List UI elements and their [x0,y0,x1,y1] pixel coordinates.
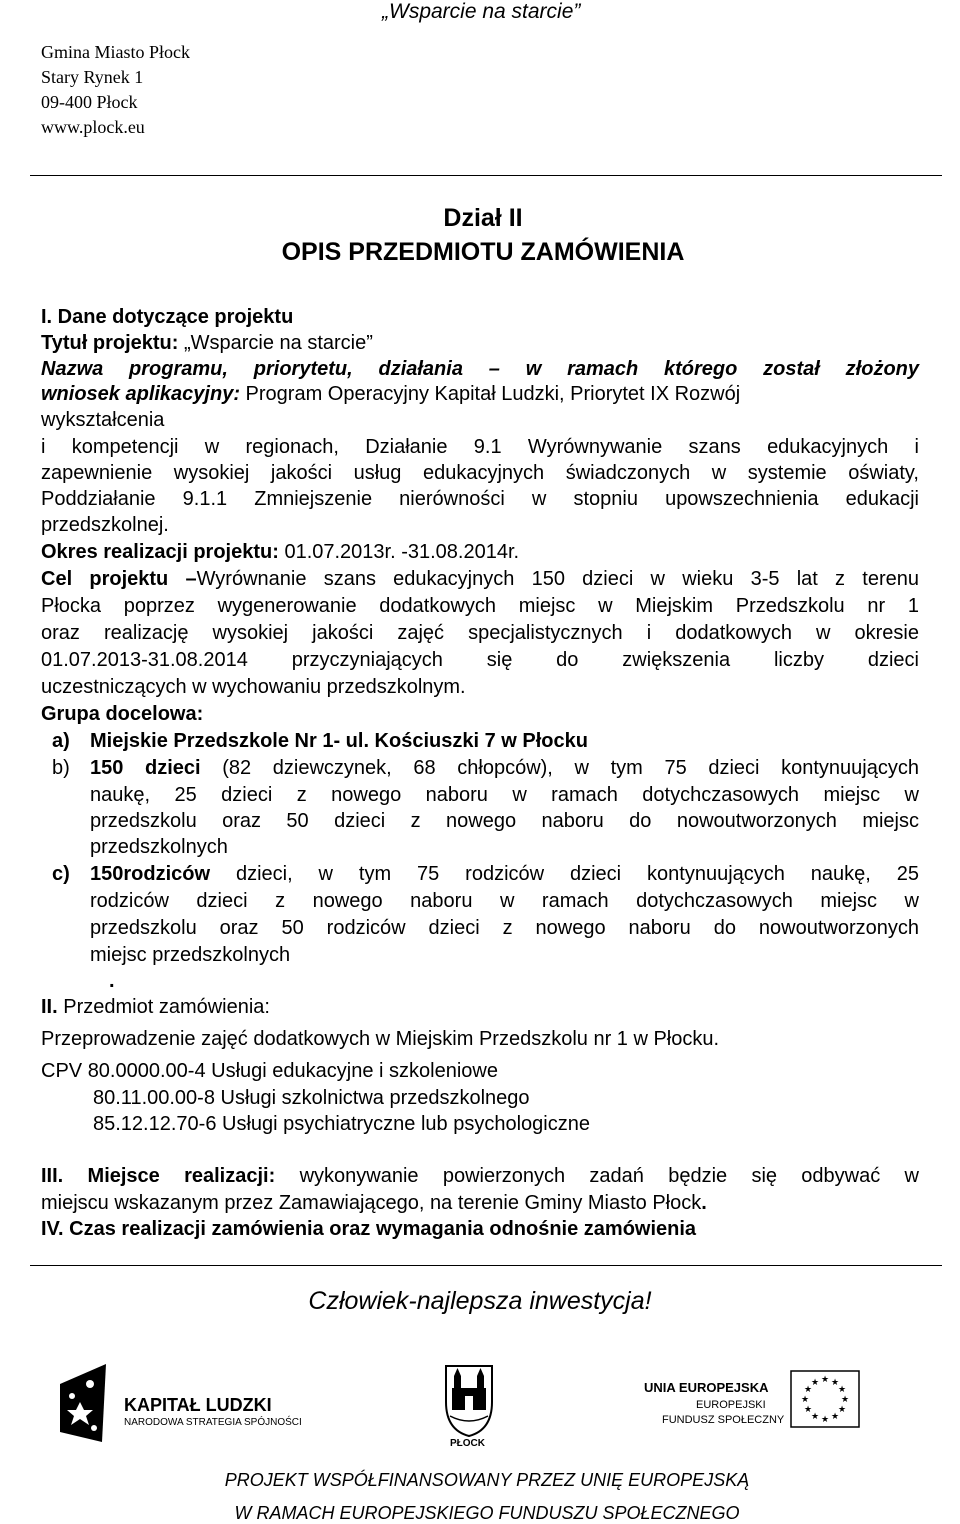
svg-text:★: ★ [803,1385,813,1395]
section-3-text: miejscu wskazanym przez Zamawiającego, na terenie Gminy Miasto Płock [41,1192,702,1214]
period-line [41,539,519,566]
goal-text-line: oraz realizację wysokiej jakości zajęć specjalistycznych i dodatkowych w okresie [41,622,919,644]
group-b-line: przedszkolu oraz 50 dzieci z nowego naboru do nowoutworzonych miejsc [90,810,919,832]
group-a-text: Miejskie Przedszkole Nr 1- ul. Kościuszki 7 w Płocku [90,730,588,752]
list-marker-b: b) [52,757,70,779]
cpv-desc: Usługi edukacyjne i szkoleniowe [211,1060,498,1082]
program-value: Program Operacyjny Kapitał Ludzki, Priorytet IX Rozwój [239,383,741,405]
group-c-line: miejsc przedszkolnych [90,944,291,966]
section-2-body: Przeprowadzenie zajęć dodatkowych w Miejskim Przedszkolu nr 1 w Płocku. [41,1028,720,1050]
address-line: www.plock.eu [41,117,145,137]
kapital-ludzki-logo [58,1362,318,1444]
goal-text: Wyrównanie szans edukacyjnych 150 dzieci w wieku 3-5 lat z terenu [196,568,919,590]
cpv-code: 80.0000.00-4 [87,1060,206,1082]
plock-coat-of-arms [440,1362,540,1452]
program-text-line: Poddziałanie 9.1.1 Zmniejszenie nierówności w stopniu upowszechnienia edukacji [41,488,919,510]
group-c-bold: 150rodziców [90,863,211,885]
project-title-line [41,330,373,357]
cpv-desc: Usługi psychiatryczne lub psychologiczne [222,1113,590,1135]
list-marker-a: a) [52,730,70,752]
program-label-end: wniosek aplikacyjny: [41,383,240,405]
cpv-row [93,1111,590,1138]
svg-text:★: ★ [810,1378,820,1388]
header-tagline: „Wsparcie na starcie” [382,0,581,23]
group-b-text: (82 dziewczynek, 68 chłopców), w tym 75 dzieci kontynuujących [200,757,919,779]
address-line: 09-400 Płock [41,92,138,112]
section-1-heading: I. Dane dotyczące projektu [41,306,294,328]
goal-text-line: Płocka poprzez wygenerowanie dodatkowych miejsc w Miejskim Przedszkolu nr 1 [41,595,919,617]
group-b-line: przedszkolnych [90,836,228,858]
section-3-line [41,1163,919,1190]
cpv-row [93,1085,530,1112]
project-title-value: „Wsparcie na starcie” [178,332,373,354]
footer-slogan: Człowiek-najlepsza inwestycja! [308,1287,652,1315]
footer-divider [30,1265,942,1266]
section-4-heading: IV. Czas realizacji zamówienia oraz wymagania odnośnie zamówienia [41,1218,697,1240]
section-3-end: . [701,1192,707,1214]
program-text-line: zapewnienie wysokiej jakości usług edukacyjnych świadczonych w systemie oświaty, [41,462,919,484]
eu-social-fund-logo [640,1362,900,1432]
list-marker-c: c) [52,863,70,885]
svg-text:★: ★ [820,1375,830,1385]
project-title-label: Tytuł projektu: [41,332,179,354]
program-line [41,381,740,408]
goal-label: Cel projektu – [41,568,197,590]
group-b-line [90,755,919,782]
section-3-heading: III. Miejsce realizacji: [41,1165,276,1187]
svg-text:★: ★ [820,1415,830,1425]
eu-flag-icon [790,1370,860,1428]
address-line: Gmina Miasto Płock [41,42,190,62]
svg-text:★: ★ [830,1378,840,1388]
period-label: Okres realizacji projektu: [41,541,279,563]
kapital-subtitle: NARODOWA STRATEGIA SPÓJNOŚCI [124,1417,302,1428]
program-label-line: Nazwa programu, priorytetu, działania – w ramach którego został złożony [41,358,919,380]
address-block [41,40,190,140]
svg-text:★: ★ [840,1395,850,1405]
program-text-line: wykształcenia [41,409,165,431]
cpv-row [41,1058,498,1085]
kapital-title: KAPITAŁ LUDZKI [124,1395,272,1415]
svg-text:★: ★ [837,1385,847,1395]
group-c-line [90,861,919,888]
group-b-bold: 150 dzieci [90,757,201,779]
section-2-heading [41,994,270,1021]
svg-text:★: ★ [810,1412,820,1422]
section-3-text: wykonywanie powierzonych zadań będzie się odbywać w [275,1165,919,1187]
group-c-line: przedszkolu oraz 50 rodziców dzieci z nowego naboru do nowoutworzonych [90,917,919,939]
header-divider [30,175,942,176]
section-3-line [41,1190,707,1217]
cpv-prefix: CPV [41,1060,83,1082]
svg-text:★: ★ [803,1405,813,1415]
list-dot: . [109,970,115,992]
cpv-desc: Usługi szkolnictwa przedszkolnego [220,1087,530,1109]
title-line-2: OPIS PRZEDMIOTU ZAMÓWIENIA [281,238,685,266]
plock-label: PŁOCK [450,1438,485,1449]
title-line-1: Dział II [443,204,523,232]
group-b-line: naukę, 25 dzieci z nowego naboru w ramach dotychczasowych miejsc w [90,784,919,806]
svg-text:★: ★ [837,1405,847,1415]
ue-line-3: FUNDUSZ SPOŁECZNY [662,1414,785,1426]
goal-line [41,566,919,593]
address-line: Stary Rynek 1 [41,67,144,87]
cpv-code: 85.12.12.70-6 [93,1113,217,1135]
section-2-title: Przedmiot zamówienia: [57,996,270,1018]
group-c-text: dzieci, w tym 75 rodziców dzieci kontynuujących naukę, 25 [210,863,919,885]
ue-line-1: UNIA EUROPEJSKA [644,1380,769,1395]
svg-text:★: ★ [830,1412,840,1422]
goal-text-line: 01.07.2013-31.08.2014 przyczyniających się do zwiększenia liczby dzieci [41,649,919,671]
section-2-number: II. [41,996,58,1018]
period-value: 01.07.2013r. -31.08.2014r. [278,541,520,563]
ue-line-2: EUROPEJSKI [696,1399,766,1411]
cofinancing-note-1: PROJEKT WSPÓŁFINANSOWANY PRZEZ UNIĘ EUROPEJSKĄ [224,1470,750,1490]
cofinancing-note-2: W RAMACH EUROPEJSKIEGO FUNDUSZU SPOŁECZNEGO [234,1503,740,1523]
page-title [0,201,960,269]
target-group-heading: Grupa docelowa: [41,703,204,725]
program-text-line: i kompetencji w regionach, Działanie 9.1 Wyrównywanie szans edukacyjnych i [41,436,919,458]
program-text-line: przedszkolnej. [41,514,169,536]
group-c-line: rodziców dzieci z nowego naboru w ramach dotychczasowych miejsc w [90,890,919,912]
cpv-code: 80.11.00.00-8 [93,1087,215,1109]
svg-text:★: ★ [800,1395,810,1405]
goal-text-line: uczestniczących w wychowaniu przedszkolnym. [41,676,466,698]
